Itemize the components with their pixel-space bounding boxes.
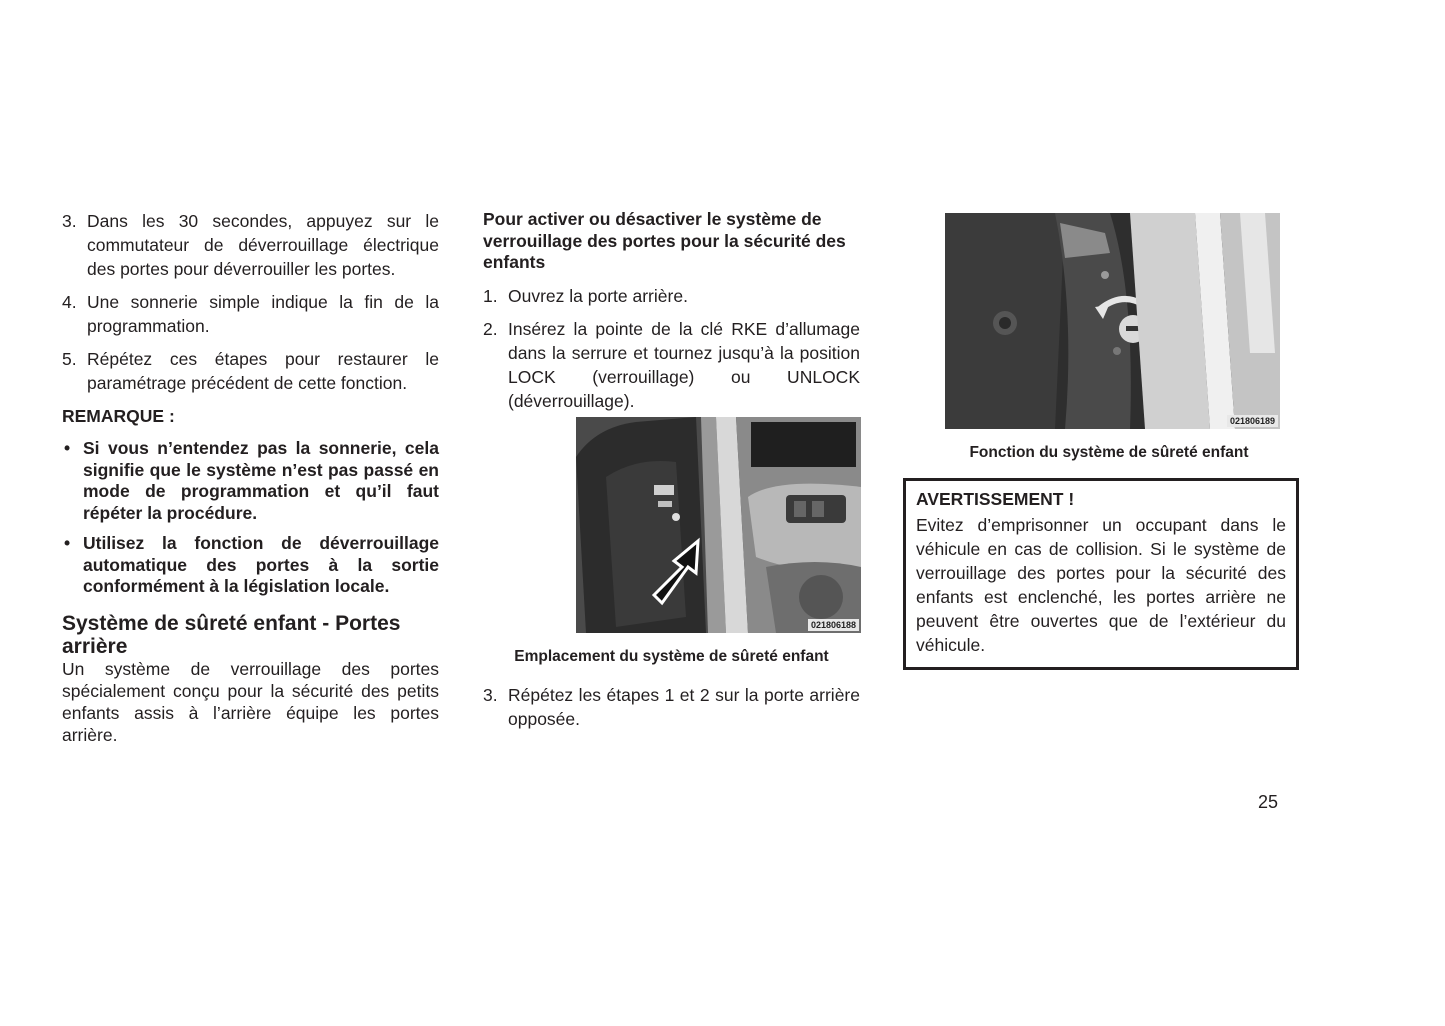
list-item: 3. Dans les 30 secondes, appuyez sur le commutateur de déverrouillage électrique des portes pour déverrouiller les portes. bbox=[62, 211, 439, 279]
figure-caption: Emplacement du système de sûreté enfant bbox=[514, 647, 829, 665]
list-item: 3. Répétez les étapes 1 et 2 sur la porte arrière opposée. bbox=[483, 684, 860, 729]
list-item: • Utilisez la fonction de déverrouillage automatique des portes à la sortie conformément à la législation locale. bbox=[64, 533, 439, 596]
warning-box bbox=[903, 478, 1299, 670]
child-lock-function-figure bbox=[945, 213, 1280, 429]
figure-code: 021806189 bbox=[1227, 415, 1278, 427]
section-title: Système de sûreté enfant - Portes arrière bbox=[62, 611, 401, 658]
right-column bbox=[903, 209, 1280, 465]
step-text: Une sonnerie simple indique la fin de la programmation. bbox=[87, 292, 439, 336]
list-item: 1. Ouvrez la porte arrière. bbox=[483, 285, 688, 306]
list-item: 4. Une sonnerie simple indique la fin de la programmation. bbox=[62, 292, 439, 336]
programming-steps-list bbox=[62, 209, 439, 395]
door-lock-location-figure bbox=[576, 417, 861, 633]
middle-column bbox=[483, 209, 860, 740]
warning-text: Evitez d’emprisonner un occupant dans le véhicule en cas de collision. Si le système de verrouillage des portes pour la sécurité des enfants est enclenché, les portes arrière ne peuvent être ouvertes que de l’extérieur du véhicule. bbox=[916, 515, 1286, 655]
left-column bbox=[62, 209, 439, 746]
figure-code: 021806188 bbox=[808, 619, 859, 631]
step-text: Répétez ces étapes pour restaurer le paramétrage précédent de cette fonction. bbox=[87, 349, 439, 393]
bullet-icon: • bbox=[64, 438, 71, 458]
page-number: 25 bbox=[1258, 792, 1279, 812]
subheading: Pour activer ou désactiver le système de verrouillage des portes pour la sécurité des enfants bbox=[483, 209, 846, 272]
bullet-icon: • bbox=[64, 533, 71, 553]
activation-steps-list bbox=[483, 284, 860, 413]
warning-title: AVERTISSEMENT ! bbox=[916, 489, 1075, 509]
list-item: 5. Répétez ces étapes pour restaurer le paramétrage précédent de cette fonction. bbox=[62, 349, 439, 393]
step-text: Dans les 30 secondes, appuyez sur le commutateur de déverrouillage électrique des portes pour déverrouiller les portes. bbox=[87, 211, 439, 279]
remarque-label: REMARQUE : bbox=[62, 406, 175, 426]
list-item: 2. Insérez la pointe de la clé RKE d’allumage dans la serrure et tournez jusqu’à la position LOCK (verrouillage) ou UNLOCK (déverrouillage). bbox=[483, 318, 860, 411]
list-item: • Si vous n’entendez pas la sonnerie, cela signifie que le système n’est pas passé en mode de programmation et qu’il faut répéter la procédure. bbox=[64, 438, 439, 523]
figure-caption: Fonction du système de sûreté enfant bbox=[969, 444, 1249, 461]
remarque-bullets bbox=[62, 438, 439, 598]
child-lock-function-image bbox=[945, 213, 1280, 429]
repeat-steps-list bbox=[483, 683, 860, 731]
door-lock-location-image bbox=[576, 417, 861, 633]
section-intro: Un système de verrouillage des portes spécialement conçu pour la sécurité des petits enfants assis à l’arrière équipe les portes arrière. bbox=[62, 658, 439, 745]
